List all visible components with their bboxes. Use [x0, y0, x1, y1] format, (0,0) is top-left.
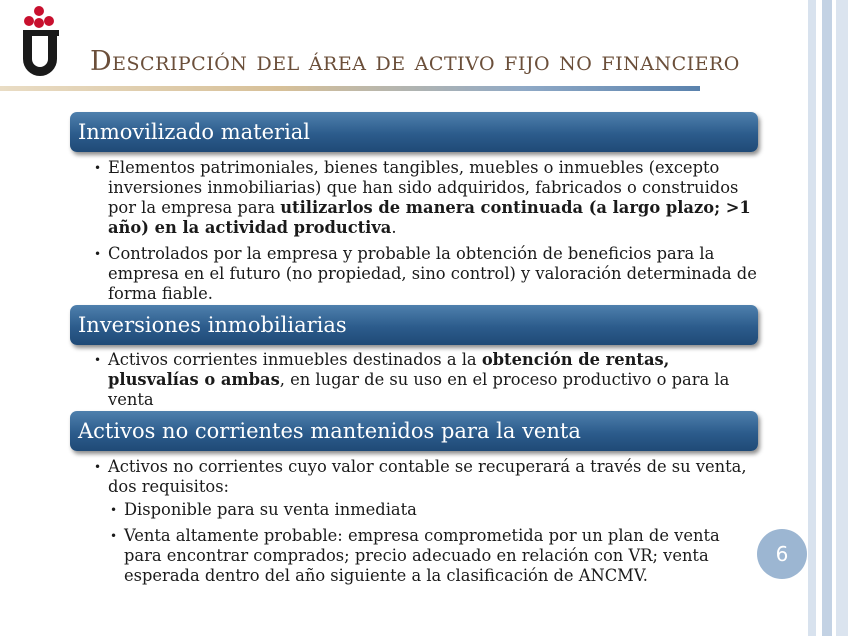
- slide-number-badge: 6: [757, 529, 807, 579]
- bullet-marker: •: [94, 247, 102, 261]
- bullet-bold-text: obtención de rentas, plusvalías o ambas: [108, 350, 670, 389]
- bullet-item: [94, 158, 758, 238]
- sub-bullet-text: Disponible para su venta inmediata: [124, 500, 417, 519]
- logo-dot: [24, 16, 34, 26]
- bullet-text: .: [391, 218, 397, 237]
- decorative-side-bars: [808, 0, 848, 636]
- bullet-marker: •: [110, 503, 118, 517]
- logo-dot: [34, 6, 44, 16]
- slide-title: Descripción del área de activo fijo no financiero: [90, 46, 740, 77]
- bullet-text: Controlados por la empresa y probable la obtención de beneficios para la empresa en el futuro (no propiedad, sino control) y valoración determinada de forma fiable.: [108, 244, 757, 303]
- logo-u-shape: [23, 34, 57, 76]
- title-underline: [0, 86, 700, 91]
- bullet-item: [94, 457, 748, 497]
- side-bar: [822, 0, 832, 636]
- sub-bullet-item: [110, 500, 744, 520]
- bullet-marker: •: [94, 161, 102, 175]
- side-bar: [808, 0, 816, 636]
- bullet-item: [94, 350, 758, 410]
- bullet-bold-text: utilizarlos de manera continuada (a largo plazo; >1 año) en la actividad productiva: [108, 198, 751, 237]
- logo-dot: [34, 18, 44, 28]
- section-heading-inversiones: Inversiones inmobiliarias: [70, 305, 758, 345]
- bullet-text: , en lugar de su uso en el proceso productivo o para la venta: [108, 370, 730, 409]
- bullet-marker: •: [94, 353, 102, 367]
- logo-dot: [44, 16, 54, 26]
- section-heading-inmovilizado: Inmovilizado material: [70, 112, 758, 152]
- bullet-marker: •: [110, 529, 118, 543]
- sub-bullet-text: Venta altamente probable: empresa comprometida por un plan de venta para encontrar comprados; precio adecuado en relación con VR; venta esperada dentro del año siguiente a la clasificación de ANCMV.: [124, 526, 720, 585]
- side-bar: [836, 0, 848, 636]
- bullet-item: [94, 244, 758, 304]
- bullet-text: Elementos patrimoniales, bienes tangibles, muebles o inmuebles (excepto inversiones inmobiliarias) que han sido adquiridos, fabricados o construidos por la empresa para: [108, 158, 739, 217]
- bullet-text: Activos corrientes inmuebles destinados a la: [108, 350, 482, 369]
- bullet-marker: •: [94, 460, 102, 474]
- bullet-text: Activos no corrientes cuyo valor contable se recuperará a través de su venta, dos requisitos:: [108, 457, 747, 496]
- sub-bullet-item: [110, 526, 744, 586]
- university-logo: [20, 4, 64, 80]
- section-heading-activos-no-corrientes: Activos no corrientes mantenidos para la venta: [70, 411, 758, 451]
